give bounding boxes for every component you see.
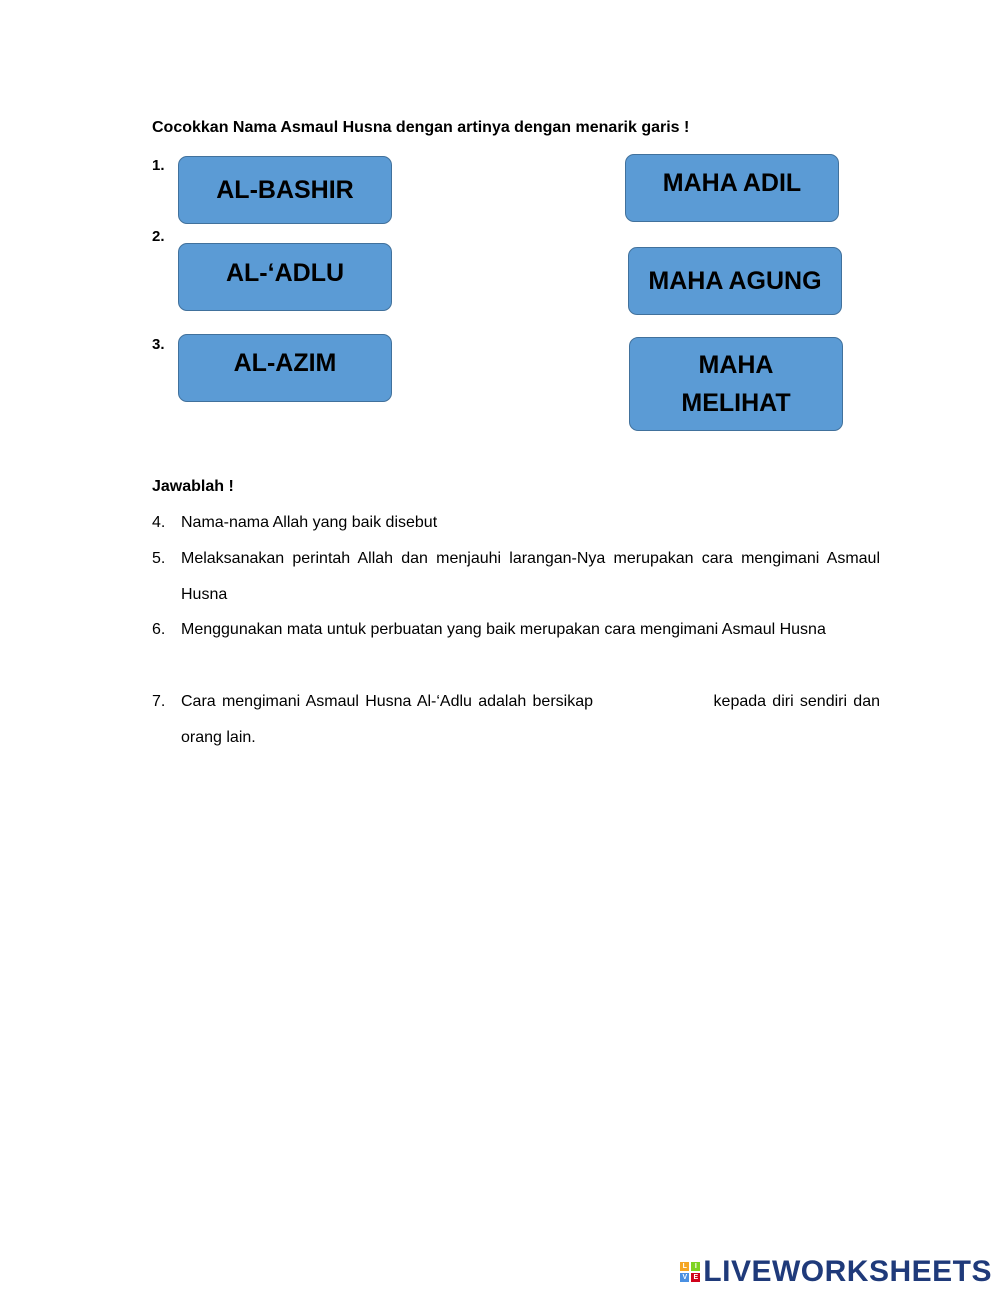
match-right-label-1: MAHA ADIL (662, 169, 802, 197)
match-right-maha-agung[interactable] (628, 247, 842, 315)
instruction-text: Cocokkan Nama Asmaul Husna dengan artinya dengan menarik garis ! (152, 119, 690, 136)
match-right-maha-adil[interactable] (625, 154, 839, 222)
match-right-label-2: MAHA AGUNG (648, 267, 822, 295)
match-number-3: 3. (152, 336, 165, 353)
match-left-al-adlu[interactable] (178, 243, 392, 311)
question-number: 4. (152, 514, 166, 531)
question-5 (152, 541, 880, 613)
question-text (181, 684, 880, 756)
liveworksheets-logo (680, 1255, 992, 1289)
answer-section-title: Jawablah ! (152, 478, 234, 495)
logo-tile: E (691, 1273, 700, 1282)
match-left-label-2: AL-‘ADLU (225, 259, 345, 287)
match-right-maha-melihat[interactable] (629, 337, 843, 431)
question-6 (152, 612, 880, 648)
question-text-before: Cara mengimani Asmaul Husna Al-‘Adlu adalah bersikap (181, 693, 594, 710)
match-left-al-bashir[interactable] (178, 156, 392, 224)
match-left-label-3: AL-AZIM (233, 349, 337, 377)
question-text-after: kepada diri sendiri dan orang lain. (181, 693, 880, 746)
question-number: 5. (152, 550, 166, 567)
answer-blank-input[interactable] (601, 691, 705, 713)
question-text: Menggunakan mata untuk perbuatan yang baik merupakan cara mengimani Asmaul Husna (181, 621, 826, 638)
question-7 (152, 684, 880, 756)
match-left-al-azim[interactable] (178, 334, 392, 402)
match-number-2: 2. (152, 228, 165, 245)
question-text: Melaksanakan perintah Allah dan menjauhi larangan-Nya merupakan cara mengimani Asmaul Husna (181, 550, 880, 603)
logo-text: LIVEWORKSHEETS (703, 1255, 992, 1288)
match-number-1: 1. (152, 157, 165, 174)
match-left-label-1: AL-BASHIR (216, 176, 354, 204)
logo-tile: I (691, 1262, 700, 1271)
logo-tile: L (680, 1262, 689, 1271)
question-4 (152, 505, 880, 541)
logo-tiles-icon (680, 1262, 700, 1282)
question-text: Nama-nama Allah yang baik disebut (181, 514, 438, 531)
logo-tile: V (680, 1273, 689, 1282)
match-right-label-3: MAHA MELIHAT (681, 351, 791, 417)
question-number: 7. (152, 693, 166, 710)
question-number: 6. (152, 621, 166, 638)
